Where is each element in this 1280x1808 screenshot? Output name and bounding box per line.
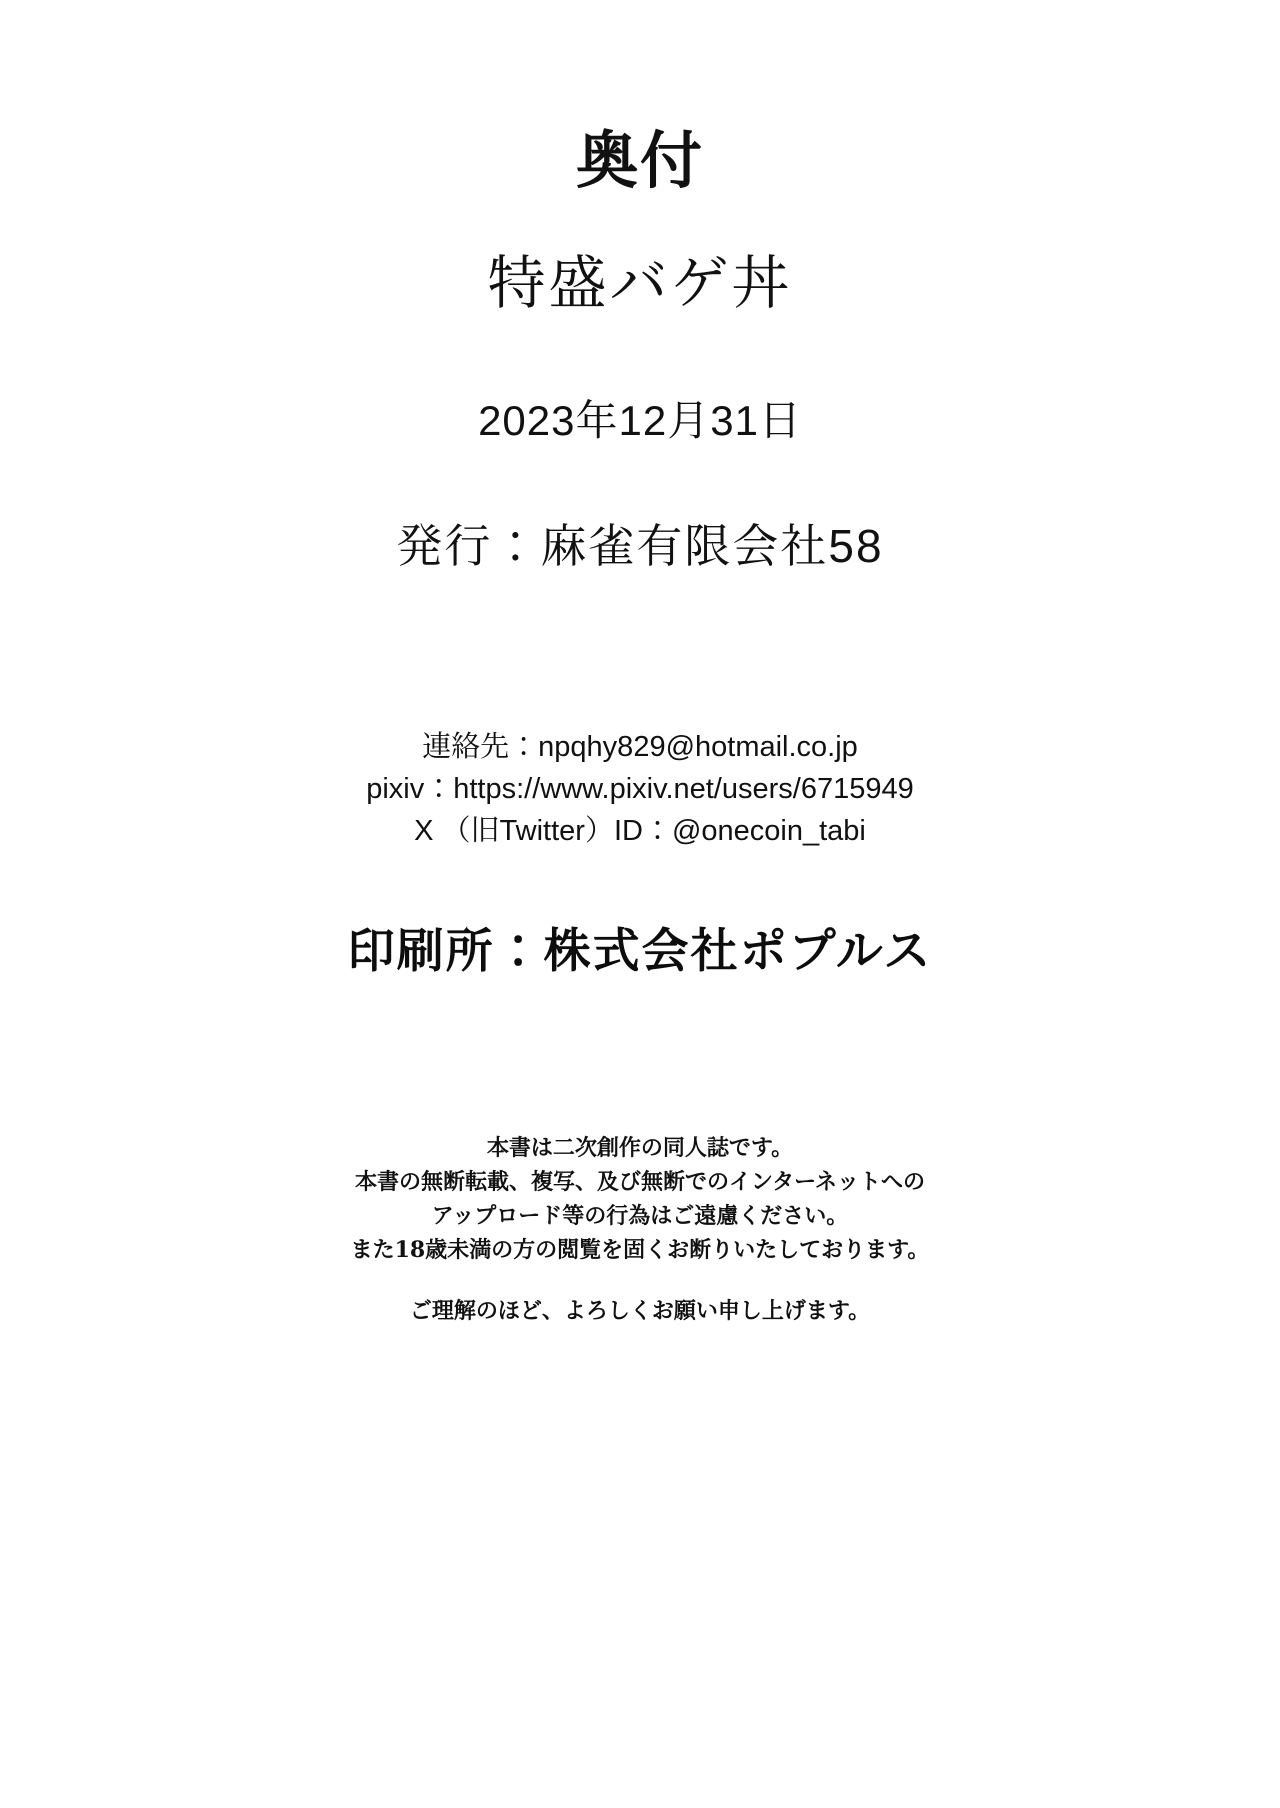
publisher-name: 発行：麻雀有限会社58	[396, 519, 884, 572]
notice-line-3: アップロード等の行為はご遠慮ください。	[431, 1203, 849, 1230]
notice-line-5: ご理解のほど、よろしくお願い申し上げます。	[409, 1297, 871, 1324]
page-title: 奥付	[575, 127, 704, 196]
notice-line-1: 本書は二次創作の同人誌です。	[486, 1135, 794, 1162]
notice-line-4: また18歳未満の方の閲覧を固くお断りいたしております。	[350, 1237, 930, 1264]
notice-spacer	[0, 1268, 1280, 1294]
contact-x-twitter: X （旧Twitter）ID：@onecoin_tabi	[414, 815, 866, 848]
contact-email: 連絡先：npqhy829@hotmail.co.jp	[422, 730, 858, 763]
work-title: 特盛バゲ丼	[487, 251, 793, 317]
legal-notice	[0, 1131, 1280, 1327]
printer-name: 印刷所：株式会社ポプルス	[347, 924, 933, 978]
contact-pixiv: pixiv：https://www.pixiv.net/users/6715949	[366, 773, 914, 806]
notice-line-2: 本書の無断転載、複写、及び無断でのインターネットへの	[354, 1169, 926, 1196]
publication-date: 2023年12月31日	[478, 396, 802, 444]
contact-block	[0, 726, 1280, 852]
